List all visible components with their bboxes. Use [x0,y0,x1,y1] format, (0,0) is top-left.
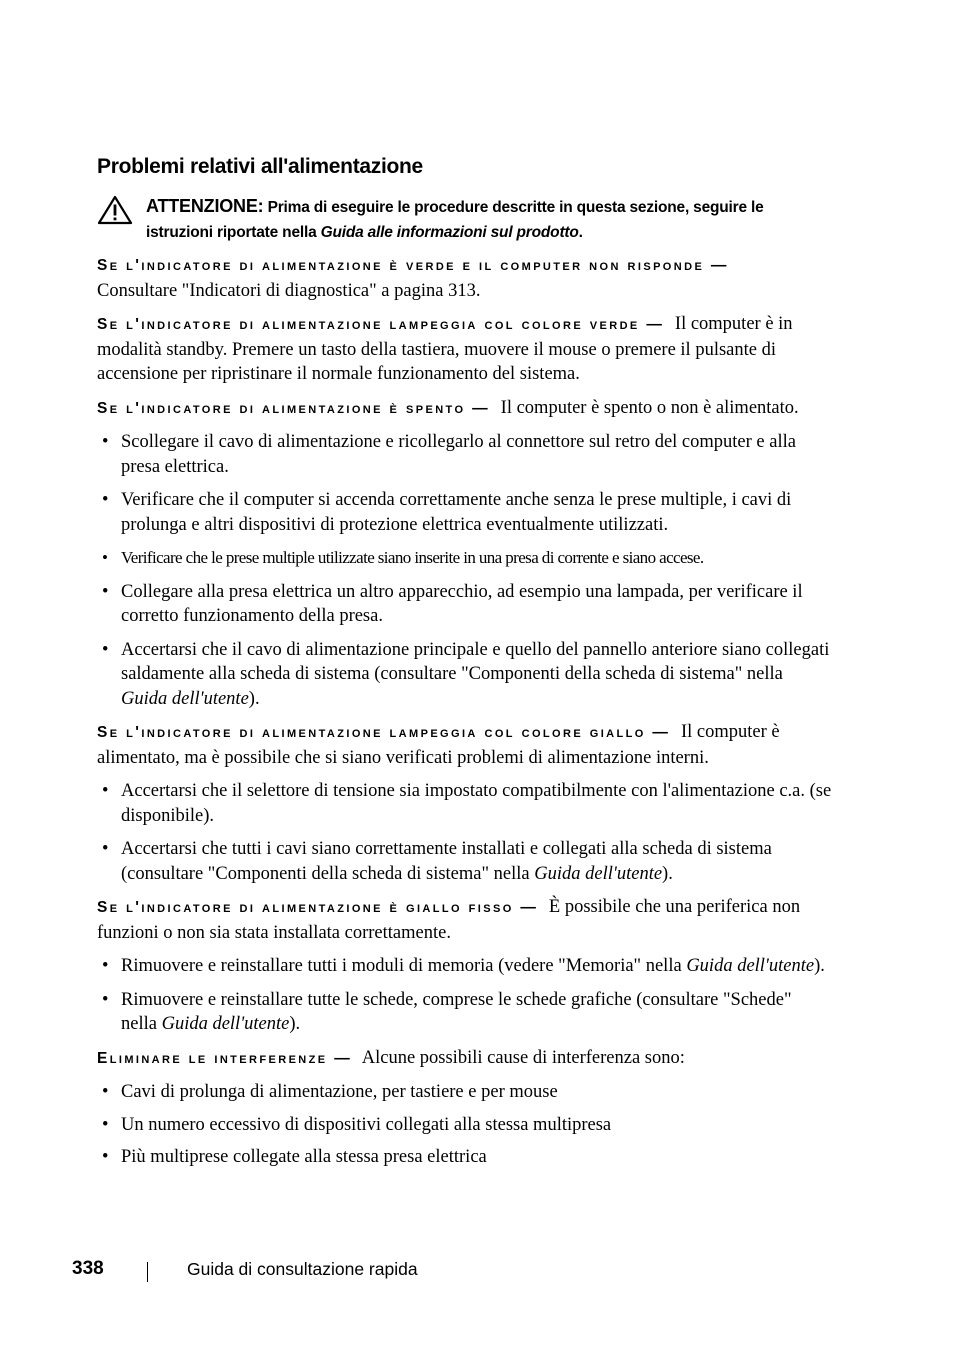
caution-end: . [578,224,583,241]
list-item: • Verificare che le prese multiple utilizzate siano inserite in una presa di corrente e siano accese. [97,546,832,571]
caution-label: ATTENZIONE: [146,196,264,216]
footer-title: Guida di consultazione rapida [187,1259,418,1279]
list-item: • Scollegare il cavo di alimentazione e ricollegarlo al connettore sul retro del computer e alla presa elettrica. [97,430,832,479]
interference-list [97,1080,832,1170]
doc-reference: Guida dell'utente [161,1014,290,1034]
green-indicator-heading: Se l'indicatore di alimentazione è verde e il computer non risponde — [97,257,729,274]
power-off-list [97,430,832,711]
list-item: • Cavi di prolunga di alimentazione, per tastiere e per mouse [97,1080,832,1105]
blinking-yellow-text: Il computer è alimentato, ma è possibile che si siano verificati problemi di alimentazione interni. [97,722,780,768]
caution-doc-title: Guida alle informazioni sul prodotto [320,224,579,241]
steady-yellow-list [97,954,832,1037]
section-title: Problemi relativi all'alimentazione [97,155,423,178]
steady-yellow-block [97,895,832,945]
doc-reference: Guida dell'utente [534,863,663,884]
interference-block [97,1046,832,1072]
list-item: • Un numero eccessivo di dispositivi collegati alla stessa multipresa [97,1113,832,1138]
doc-reference: Guida dell'utente [121,688,249,709]
blinking-green-heading: Se l'indicatore di alimentazione lampeggia col colore verde — [97,316,665,333]
caution-text: Prima di eseguire le procedure descritte in questa sezione, seguire le istruzioni riportate nella [146,199,764,241]
blinking-green-block [97,312,832,387]
steady-yellow-text: È possibile che una periferica non funzioni o non sia stata installata correttamente. [97,897,801,943]
list-item: • Accertarsi che tutti i cavi siano correttamente installati e collegati alla scheda di sistema (consultare "Componenti della scheda di sistema" nella Guida dell'utente). [97,837,832,886]
power-off-heading: Se l'indicatore di alimentazione è spento — [97,399,491,417]
green-indicator-block [97,253,832,303]
list-item: • Verificare che il computer si accenda correttamente anche senza le prese multiple, i cavi di prolunga e altri dispositivi di protezione elettrica eventualmente utilizzati. [97,488,832,537]
list-item: • Collegare alla presa elettrica un altro apparecchio, ad esempio una lampada, per verificare il corretto funzionamento della presa. [97,580,832,629]
blinking-yellow-list [97,779,832,886]
page-footer [72,1258,772,1284]
page-number: 338 [72,1258,104,1279]
list-item: • Accertarsi che il selettore di tensione sia impostato compatibilmente con l'alimentazione c.a. (se disponibile). [97,779,832,828]
steady-yellow-heading: Se l'indicatore di alimentazione è giallo fisso — [97,899,539,916]
interference-heading: Eliminare le interferenze — [97,1049,353,1067]
blinking-green-text: Il computer è in modalità standby. Premere un tasto della tastiera, muovere il mouse o premere il pulsante di accensione per ripristinare il normale funzionamento del sistema. [97,314,793,384]
interference-text: Alcune possibili cause di interferenza sono: [361,1047,685,1068]
blinking-yellow-block [97,720,832,770]
list-item: • Più multiprese collegate alla stessa presa elettrica [97,1145,832,1170]
list-item: • Rimuovere e reinstallare tutti i moduli di memoria (vedere "Memoria" nella Guida dell'utente). [97,954,832,979]
power-off-text: Il computer è spento o non è alimentato. [500,397,799,418]
doc-reference: Guida dell'utente [686,956,815,976]
power-off-block [97,396,832,422]
blinking-yellow-heading: Se l'indicatore di alimentazione lampeggia col colore giallo — [97,724,671,741]
list-item: • Accertarsi che il cavo di alimentazione principale e quello del pannello anteriore siano collegati saldamente alla scheda di sistema (consultare "Componenti della scheda di sistema" nella Guida dell'utente). [97,638,832,712]
warning-triangle-icon [97,195,133,225]
caution-notice [97,194,832,245]
green-indicator-text: Consultare "Indicatori di diagnostica" a pagina 313. [97,280,481,301]
list-item: • Rimuovere e reinstallare tutte le schede, comprese le schede grafiche (consultare "Schede" nella Guida dell'utente). [97,988,832,1037]
footer-divider [147,1262,148,1282]
page-content [97,152,832,1178]
